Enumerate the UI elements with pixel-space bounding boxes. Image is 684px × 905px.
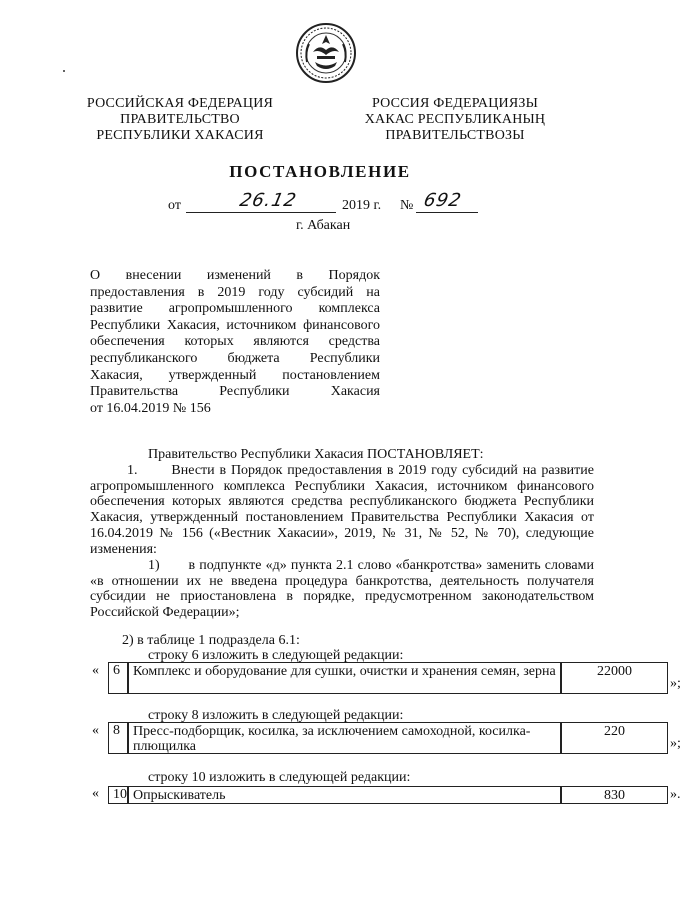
row-name-cell: Пресс-подборщик, косилка, за исключением самоходной, косилка-плющилка [128, 722, 561, 754]
header-left-russian [80, 96, 280, 144]
subject-line: Республики Хакасия, источником финансового [90, 317, 380, 333]
close-quote: »; [670, 736, 681, 751]
handwritten-number: 692 [421, 190, 464, 211]
document-title: ПОСТАНОВЛЕНИЕ [229, 162, 411, 181]
number-underline [416, 212, 478, 213]
subject-line: предоставления в 2019 году субсидий на [90, 284, 380, 300]
header-right-line: РОССИЯ ФЕДЕРАЦИЯЗЫ [371, 96, 539, 111]
row-number-cell: 10 [108, 786, 128, 804]
subject-block [90, 268, 380, 417]
close-quote: »; [670, 676, 681, 691]
item-1-text: 1. Внести в Порядок предоставления в 2019 году субсидий на развитие агропромышленного комплекса Республики Хакасия, источником финансового обеспечения которых являются средства республиканского бюджета Республики Хакасия, утвержденный постановлением Правительства Республики Хакасия от 16.04.2019 № 156 («Вестник Хакасии», 2019, № 31, № 52, № 70), следующие изменения: [90, 463, 594, 557]
table-row [90, 786, 684, 804]
header-left-line: ПРАВИТЕЛЬСТВО [120, 112, 240, 127]
header-right-line: ХАКАС РЕСПУБЛИКАНЫҢ [364, 112, 546, 127]
row-value-cell: 220 [561, 722, 668, 754]
row-number-cell: 6 [108, 662, 128, 694]
close-quote: ». [670, 787, 684, 802]
open-quote: « [92, 723, 99, 738]
subject-line: Хакасия, утвержденный постановлением [90, 367, 380, 383]
subject-line: Правительства Республики Хакасия [90, 384, 380, 400]
subject-line: развитие агропромышленного комплекса [90, 301, 380, 317]
scan-speck [63, 70, 65, 72]
coat-of-arms-emblem [295, 22, 357, 84]
resolution-lead: Правительство Республики Хакасия ПОСТАНОВЛЯЕТ: [148, 447, 484, 462]
open-quote: « [92, 663, 99, 678]
row-name-cell: Комплекс и оборудование для сушки, очистки и хранения семян, зерна [128, 662, 561, 694]
subject-line: республиканского бюджета Республики [90, 350, 380, 366]
open-quote: « [92, 786, 99, 801]
date-underline [186, 212, 336, 213]
handwritten-date: 26.12 [237, 190, 299, 211]
row-number-cell: 8 [108, 722, 128, 754]
row-value-cell: 830 [561, 786, 668, 804]
row-6-intro: строку 6 изложить в следующей редакции: [148, 648, 404, 663]
subject-line: обеспечения которых являются средства [90, 334, 380, 350]
table-row [90, 662, 681, 694]
row-10-intro: строку 10 изложить в следующей редакции: [148, 770, 411, 785]
subitem-2-text: 2) в таблице 1 подраздела 6.1: [122, 633, 300, 648]
subitem-1-text: 1) в подпункте «д» пункта 2.1 слово «банкротства» заменить словами «в отношении их не введена процедура банкротства, деятельность получателя субсидии не приостановлена в порядке, предусмотренном законодательством Российской Федерации»; [90, 558, 594, 621]
row-value-cell: 22000 [561, 662, 668, 694]
header-left-line: РЕСПУБЛИКИ ХАКАСИЯ [96, 128, 264, 143]
table-row [90, 722, 681, 754]
subitem-1-paragraph [90, 558, 594, 621]
header-right-line: ПРАВИТЕЛЬСТВОЗЫ [385, 128, 525, 143]
subject-last-line: от 16.04.2019 № 156 [90, 400, 211, 416]
header-left-line: РОССИЙСКАЯ ФЕДЕРАЦИЯ [86, 96, 274, 111]
row-8-intro: строку 8 изложить в следующей редакции: [148, 708, 404, 723]
header-right-khakas [350, 96, 560, 144]
subject-line: О внесении изменений в Порядок [90, 268, 380, 283]
row-name-cell: Опрыскиватель [128, 786, 561, 804]
city-label: г. Абакан [296, 218, 351, 233]
year-label: 2019 г. [342, 198, 382, 213]
number-label: № [400, 198, 414, 213]
date-prefix: от [168, 198, 181, 213]
item-1-paragraph [90, 463, 594, 557]
